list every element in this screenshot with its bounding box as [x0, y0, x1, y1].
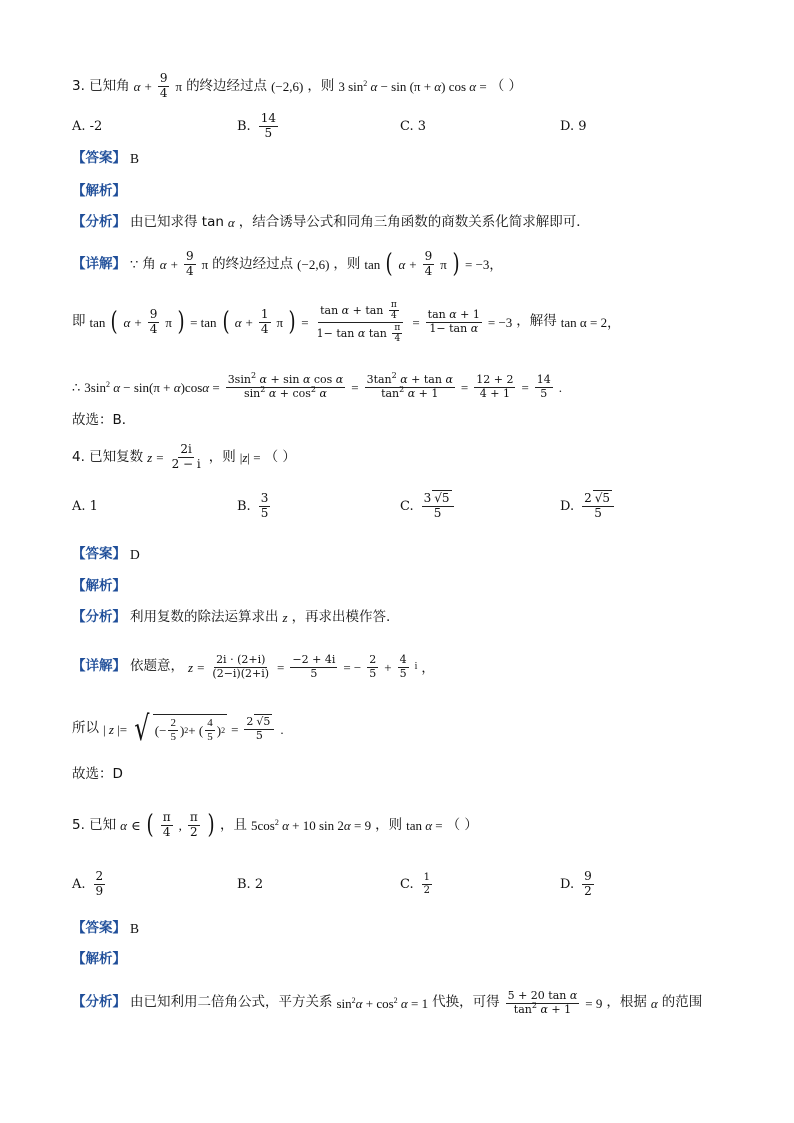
analysis-tag: 【解析】 [72, 578, 126, 594]
equals: = [231, 721, 239, 737]
q5-optd-frac: $\frac{9}{2}$ [584, 869, 592, 898]
q3-stem-text-3: ，则 [307, 77, 335, 94]
q5-option-a[interactable] [72, 870, 237, 899]
nine-quarters: $\frac{9}{4}$ [149, 306, 158, 336]
q4-option-c[interactable] [400, 492, 560, 521]
z-symbol: z [188, 659, 194, 675]
q3-optb-frac: $\frac{14}{5}$ [260, 111, 276, 140]
plus-sign: + [384, 659, 392, 675]
equals: = [156, 449, 164, 465]
fenxi-text-2: ，再求出模作答. [291, 609, 391, 625]
simplified-frac: $\frac{\text{tan α + 1}}{\text{1− tan α}}$ [427, 308, 480, 335]
option-label: C. [400, 876, 414, 892]
q4-answer [72, 548, 734, 562]
option-label: B. [237, 498, 251, 514]
option-label: D. [560, 498, 575, 514]
plus-sign: + [170, 256, 178, 272]
q5-option-d[interactable] [560, 870, 680, 899]
q5-options [72, 870, 734, 899]
plus-sign: + [144, 78, 152, 94]
answer-value: D [130, 547, 140, 562]
q4-step-2: $\frac{-2 + 4i}{5}$ [292, 653, 336, 680]
alpha-symbol: α [123, 314, 131, 330]
alpha-symbol: α [398, 256, 406, 272]
result-frac: $\frac{14}{5}$ [536, 373, 551, 400]
alpha-symbol: α [133, 78, 141, 94]
q3-options [72, 112, 734, 141]
sqrt-expr: √ (− $\frac{2}{5}$ ) 2 + ( $\frac{4}{5}$ ) 2 [134, 709, 226, 749]
option-label: B. [237, 118, 251, 134]
equals: = [521, 379, 529, 395]
q4-option-a[interactable] [72, 492, 237, 521]
q4-stem-text-2: ，则 [208, 448, 236, 465]
identity-expr: $\sin^2\alpha + \cos^2 \alpha = 1$ [336, 995, 429, 1011]
q4-detail-1 [72, 654, 734, 680]
analysis-tag: 【解析】 [72, 951, 126, 967]
alpha-symbol: α [120, 817, 127, 833]
q4-detail-2 [72, 709, 734, 749]
pi-symbol: π [440, 256, 447, 272]
equals: = [460, 379, 469, 395]
q4-step-1: $\frac{2i \cdot (2+i)}{(2-i)(2+i)}$ [212, 653, 270, 680]
q3-expression: 3 $\sin^2 \alpha - \sin (\pi + \alpha)$ cos α = [338, 78, 487, 94]
q5-option-c[interactable] [400, 870, 560, 899]
q4-step-3: $\frac{2}{5}$ [369, 653, 377, 680]
nine-quarters: $\frac{9}{4}$ [185, 249, 194, 278]
q3-point: (−2,6) [271, 78, 304, 94]
q4-option-d[interactable] [560, 492, 680, 521]
paren-open: ( [110, 307, 119, 338]
ratio-frac-3: $\frac{12 + 2}{4 + 1}$ [476, 373, 514, 400]
q5-optc-frac: $\frac{1}{2}$ [423, 872, 430, 896]
equals: = [277, 659, 285, 675]
q5-answer [72, 922, 734, 936]
equals: = [351, 379, 359, 395]
paren-open: ( [146, 810, 154, 841]
comma: , [178, 817, 182, 833]
q5-fenxi [72, 990, 734, 1016]
tan-expr: tan [89, 314, 106, 330]
q5-analysis [72, 953, 734, 967]
q4-fenxi [72, 611, 734, 625]
paren-close: ) [452, 249, 460, 280]
pi-quarter: $\frac{\pi}{4}$ [162, 810, 171, 839]
q3-analysis [72, 185, 734, 199]
answer-tag: 【答案】 [72, 920, 126, 936]
fenxi-text-2: ，结合诱导公式和同角三角函数的商数关系化简求解即可． [238, 214, 590, 230]
q5-opta-frac: $\frac{2}{9}$ [95, 869, 104, 898]
detail-tag: 【详解】 [72, 255, 126, 272]
one-quarter: $\frac{1}{4}$ [260, 306, 269, 336]
q5-blank: （ ） [446, 816, 478, 833]
fenxi-text: 由已知利用二倍角公式，平方关系 [130, 994, 333, 1011]
comma: ， [421, 659, 435, 675]
pi-symbol: π [201, 256, 209, 272]
q5-option-b[interactable] [237, 870, 400, 899]
period: . [558, 379, 563, 395]
because-symbol: ∵ [130, 256, 139, 272]
q4-stem-text: 4. 已知复数 [72, 448, 144, 465]
ratio-frac-1: $\frac{3\sin^2 \alpha + \sin \alpha \cos \alpha}{\sin^2 \alpha + \cos^2 \alpha}$ [227, 371, 344, 400]
q4-optd-frac: $\frac{2 √5}{5}$ [582, 492, 614, 521]
pi-half: $\frac{\pi}{2}$ [189, 810, 198, 839]
option-label: A. -2 [72, 118, 103, 134]
q5-stem-text-2: ，且 [219, 816, 247, 833]
nine-quarters: $\frac{9}{4}$ [424, 249, 433, 278]
equals: = −3 [487, 314, 513, 330]
alpha-symbol: α [159, 256, 167, 272]
q4-option-b[interactable] [237, 492, 400, 521]
analysis-tag: 【解析】 [72, 183, 126, 199]
period: . [280, 721, 284, 737]
q5-stem [72, 811, 734, 840]
q4-blank: （ ） [264, 448, 296, 465]
z-symbol: z [147, 449, 153, 465]
q4-step-4: $\frac{4}{5}$ [399, 653, 407, 680]
q4-stem [72, 443, 734, 472]
q3-detail-1 [72, 250, 734, 279]
tan-sum-frac: tan α + tan $\frac{\pi}{4}$ 1− tan α tan $\frac{\pi}{4}$ [315, 300, 407, 344]
plus-sign: + [409, 256, 417, 272]
q4-optb-frac: $\frac{3}{5}$ [260, 491, 269, 520]
choose-text: 故选：B． [72, 412, 136, 428]
paren-close: ) [288, 307, 296, 338]
q4-choose [72, 768, 734, 782]
q3-fenxi [72, 216, 734, 230]
option-label: C. [400, 498, 414, 514]
modulus-z: | z |= [103, 721, 128, 737]
q4-options [72, 492, 734, 521]
fenxi-text-3: ，根据 [606, 994, 647, 1011]
option-label: A. [72, 876, 86, 892]
detail-text-2: 的终边经过点 [212, 255, 294, 272]
q4-result: $\frac{2 √5}{5}$ [244, 716, 274, 742]
q3-detail-2 [72, 300, 734, 344]
equals: = − [343, 659, 362, 675]
modulus-z: |z| = [239, 449, 261, 465]
q3-stem [72, 72, 734, 101]
answer-value: B [130, 151, 140, 166]
detail-text: 角 [142, 255, 156, 272]
equals: = [197, 659, 205, 675]
detail-tag: 【详解】 [72, 658, 126, 675]
answer-tag: 【答案】 [72, 546, 126, 562]
tan-value: tan α = 2， [560, 314, 621, 330]
plus-sign: + [245, 314, 253, 330]
pi-symbol: π [165, 314, 172, 330]
q3-stem-text: 3. 已知角 [72, 77, 130, 94]
option-label: A. 1 [72, 498, 98, 514]
alpha-symbol: α [234, 314, 242, 330]
option-label: B. 2 [237, 876, 264, 892]
alpha-symbol: α [650, 995, 658, 1011]
paren-close: ) [207, 810, 215, 841]
q5-condition: $5\cos^2$ α + 10 sin 2α = 9 [250, 817, 372, 833]
q3-point: (−2,6) [297, 256, 330, 272]
q5-derived-frac: $\frac{\text{5 + 20 tan α}}{\tan^2 \alpha + 1}$ [507, 989, 578, 1016]
i-unit: i [414, 661, 418, 673]
suoyi-text: 所以 [72, 720, 99, 737]
q3-choose [72, 414, 734, 428]
fenxi-tag: 【分析】 [72, 609, 126, 625]
fenxi-text: 利用复数的除法运算求出 [130, 609, 279, 625]
q3-detail-3 [72, 371, 734, 400]
fenxi-text-2: 代换，可得 [432, 994, 500, 1011]
paren-open: ( [385, 249, 393, 280]
paren-close: ) [177, 307, 185, 338]
equals: = 9 [585, 995, 603, 1011]
paren-open: ( [222, 307, 230, 338]
q3-stem-text-2: 的终边经过点 [186, 77, 268, 94]
therefore-symbol: ∴ [72, 379, 81, 395]
q3-option-d[interactable] [560, 112, 680, 141]
alpha-symbol: α [227, 215, 235, 231]
in-symbol: ∈ [131, 817, 141, 833]
ji-text: 即 [72, 313, 86, 330]
option-label: C. 3 [400, 118, 427, 134]
jiede-text: ，解得 [516, 313, 557, 330]
tan-expr: tan α = [406, 817, 443, 833]
equals: = tan [190, 314, 217, 330]
z-symbol: z [282, 610, 288, 626]
q5-stem-text: 5. 已知 [72, 816, 117, 833]
option-label: D. 9 [560, 118, 587, 134]
q3-option-c[interactable] [400, 112, 560, 141]
fenxi-text: 由已知求得 tan [130, 214, 224, 230]
q3-answer [72, 152, 734, 166]
equals: = [412, 314, 420, 330]
plus-sign: + [134, 314, 142, 330]
ratio-frac-2: $\frac{3\tan^2 \alpha + \tan \alpha}{\tan^2 \alpha + 1}$ [366, 371, 453, 400]
fenxi-tag: 【分析】 [72, 994, 126, 1011]
answer-tag: 【答案】 [72, 150, 126, 166]
fenxi-text-4: 的范围 [661, 994, 703, 1011]
pi-symbol: π [175, 78, 183, 94]
q4-frac: $\frac{2i}{2 - i}$ [171, 442, 201, 471]
q4-analysis [72, 580, 734, 594]
lhs-expr: $3\sin^2$ α − sin(π + α)cosα = [84, 379, 220, 395]
answer-value: B [130, 921, 140, 936]
equals: = [301, 314, 309, 330]
tan-expr: tan [364, 256, 381, 272]
detail-text: 依题意， [130, 658, 184, 675]
q3-blank: （ ） [490, 77, 523, 94]
q3-option-b[interactable] [237, 112, 400, 141]
detail-result: = −3， [465, 256, 503, 272]
q4-optc-frac: $\frac{3 √5}{5}$ [422, 492, 454, 521]
detail-text-3: ，则 [333, 255, 361, 272]
nine-quarters: $\frac{9}{4}$ [159, 71, 168, 100]
fenxi-tag: 【分析】 [72, 214, 126, 230]
option-label: D. [560, 876, 575, 892]
choose-text: 故选：D [72, 766, 123, 782]
q5-stem-text-3: ，则 [375, 816, 403, 833]
q3-option-a[interactable] [72, 112, 237, 141]
pi-symbol: π [276, 314, 284, 330]
